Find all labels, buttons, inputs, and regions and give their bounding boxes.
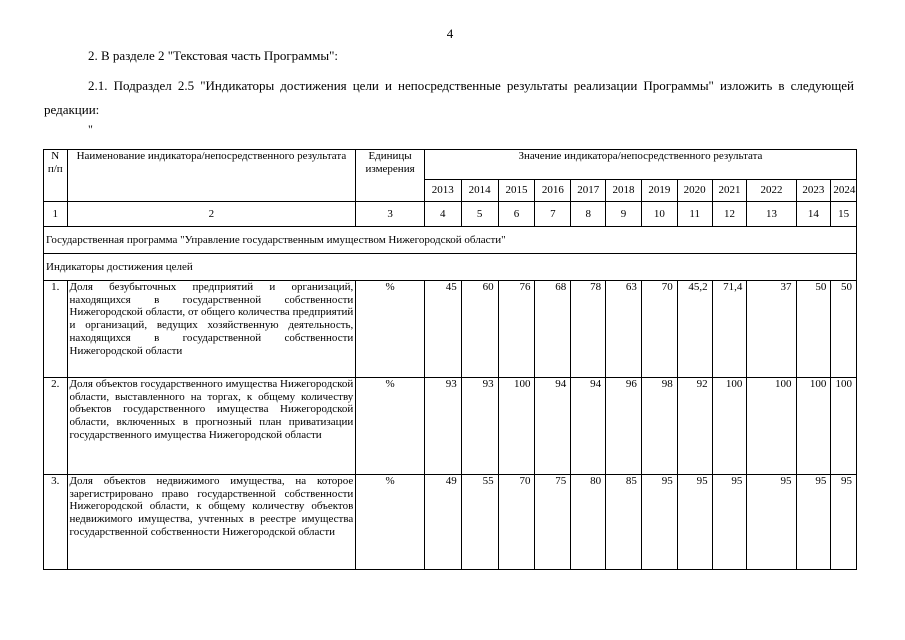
column-number: 5: [461, 202, 498, 227]
indicator-value: 94: [535, 378, 571, 475]
indicator-value: 49: [424, 475, 461, 570]
column-number: 15: [831, 202, 857, 227]
header-year: 2017: [571, 180, 606, 202]
column-number: 12: [712, 202, 747, 227]
column-number: 8: [571, 202, 606, 227]
column-numbers-row: [44, 202, 857, 227]
indicator-value: 100: [796, 378, 831, 475]
column-number: 10: [641, 202, 677, 227]
section-intro-paragraph: 2. В разделе 2 "Текстовая часть Программы":: [88, 48, 339, 63]
indicator-value: 80: [571, 475, 606, 570]
subsection-paragraph: 2.1. Подраздел 2.5 "Индикаторы достижения цели и непосредственные результаты реализации Программы" изложить в следующей редакции:: [44, 78, 854, 117]
indicator-value: 100: [831, 378, 857, 475]
indicator-value: 50: [796, 281, 831, 378]
indicator-value: 78: [571, 281, 606, 378]
indicator-value: 100: [712, 378, 747, 475]
indicator-value: 94: [571, 378, 606, 475]
indicator-value: 50: [831, 281, 857, 378]
table-row: [44, 378, 857, 475]
column-number: 7: [535, 202, 571, 227]
table-row: [44, 281, 857, 378]
indicator-value: 100: [747, 378, 796, 475]
column-number: 14: [796, 202, 831, 227]
header-number: N п/п: [44, 150, 68, 202]
header-year: 2013: [424, 180, 461, 202]
header-year: 2022: [747, 180, 796, 202]
indicator-value: 63: [606, 281, 642, 378]
indicator-value: 98: [641, 378, 677, 475]
indicator-value: 92: [677, 378, 712, 475]
header-year: 2015: [498, 180, 535, 202]
page-number: 4: [446, 26, 454, 41]
indicator-unit: %: [356, 281, 425, 378]
header-indicator-name: Наименование индикатора/непосредственного результата: [67, 150, 356, 202]
indicator-value: 37: [747, 281, 796, 378]
indicator-value: 96: [606, 378, 642, 475]
section-title-row: [44, 254, 857, 281]
indicator-name: Доля безубыточных предприятий и организаций, находящихся в государственной собственности Нижегородской области, от общего количества предприятий и организаций, ведущих хозяйственную деятельность, находящихся в государственной собственности Нижегородской области: [67, 281, 356, 378]
header-year: 2018: [606, 180, 642, 202]
row-number: 1.: [44, 281, 68, 378]
indicator-value: 45,2: [677, 281, 712, 378]
column-number: 4: [424, 202, 461, 227]
indicator-unit: %: [356, 475, 425, 570]
indicator-value: 60: [461, 281, 498, 378]
program-title: Государственная программа "Управление государственным имуществом Нижегородской области": [44, 227, 857, 254]
row-number: 2.: [44, 378, 68, 475]
header-year: 2016: [535, 180, 571, 202]
indicator-name: Доля объектов недвижимого имущества, на которое зарегистрировано право государственной собственности Нижегородской области, к общему количеству объектов недвижимого имущества, учтенных в реестре имущества государственной собственности Нижегородской области: [67, 475, 356, 570]
table-header-row: [44, 150, 857, 180]
indicator-value: 45: [424, 281, 461, 378]
header-year: 2020: [677, 180, 712, 202]
program-title-row: [44, 227, 857, 254]
indicator-value: 70: [641, 281, 677, 378]
indicator-value: 95: [747, 475, 796, 570]
indicator-name: Доля объектов государственного имущества Нижегородской области, выставленного на торгах, к общему количеству объектов государственного имущества Нижегородской области, включенных в прогнозный план приватизации государственного имущества Нижегородской области: [67, 378, 356, 475]
indicator-value: 55: [461, 475, 498, 570]
indicator-value: 85: [606, 475, 642, 570]
header-year: 2021: [712, 180, 747, 202]
indicator-value: 68: [535, 281, 571, 378]
column-number: 1: [44, 202, 68, 227]
indicator-value: 75: [535, 475, 571, 570]
indicator-value: 76: [498, 281, 535, 378]
indicator-value: 93: [461, 378, 498, 475]
column-number: 6: [498, 202, 535, 227]
indicator-value: 95: [677, 475, 712, 570]
table-row: [44, 475, 857, 570]
opening-quote-mark: ": [88, 122, 93, 136]
header-year: 2024: [831, 180, 857, 202]
header-year: 2014: [461, 180, 498, 202]
indicator-value: 93: [424, 378, 461, 475]
column-number: 2: [67, 202, 356, 227]
column-number: 11: [677, 202, 712, 227]
header-year: 2019: [641, 180, 677, 202]
indicator-unit: %: [356, 378, 425, 475]
indicator-value: 100: [498, 378, 535, 475]
header-units: Единицы измерения: [356, 150, 425, 202]
column-number: 9: [606, 202, 642, 227]
indicator-value: 95: [796, 475, 831, 570]
indicator-value: 95: [641, 475, 677, 570]
column-number: 3: [356, 202, 425, 227]
indicator-value: 71,4: [712, 281, 747, 378]
column-number: 13: [747, 202, 796, 227]
header-values: Значение индикатора/непосредственного результата: [424, 150, 856, 180]
section-title: Индикаторы достижения целей: [44, 254, 857, 281]
indicators-table: [43, 149, 857, 570]
header-year: 2023: [796, 180, 831, 202]
indicator-value: 70: [498, 475, 535, 570]
indicator-value: 95: [831, 475, 857, 570]
indicator-value: 95: [712, 475, 747, 570]
row-number: 3.: [44, 475, 68, 570]
